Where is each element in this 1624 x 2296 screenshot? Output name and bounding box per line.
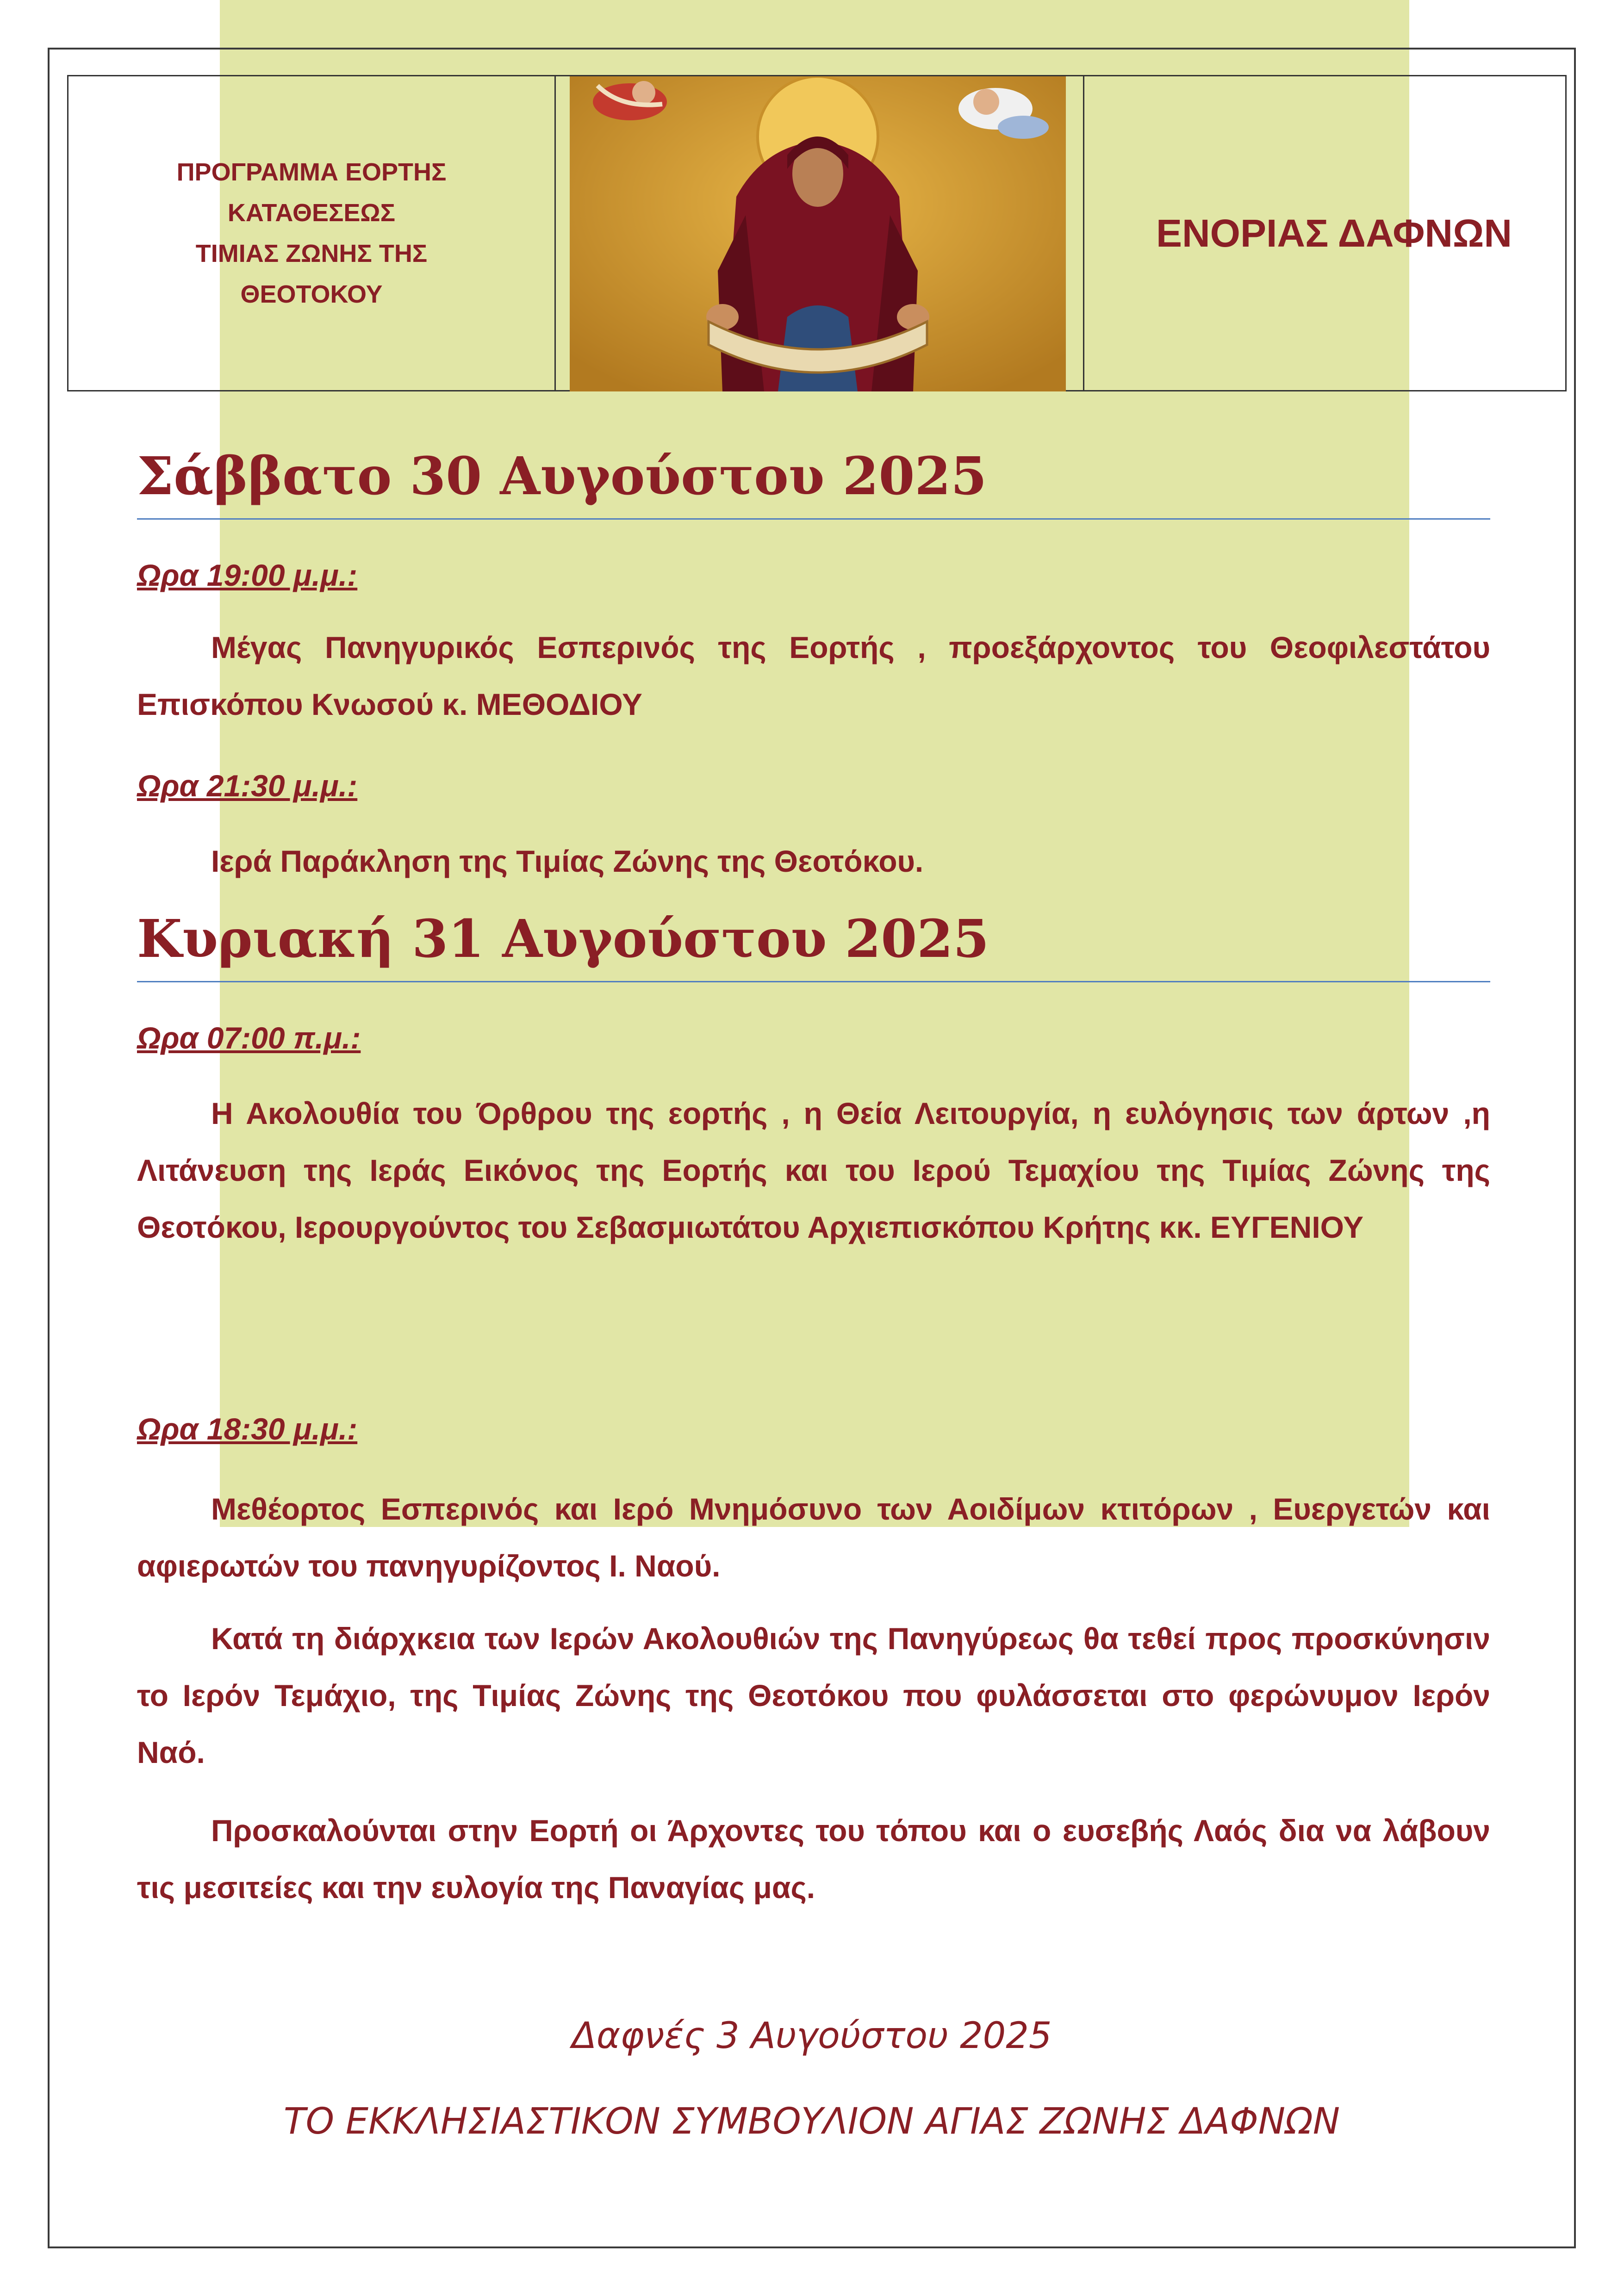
day-heading-sunday: Κυριακή 31 Αυγούστου 2025	[137, 907, 1490, 982]
header-right-cell	[1084, 76, 1565, 390]
theotokos-icon	[570, 76, 1066, 391]
event-description: Μεθέορτος Εσπερινός και Ιερό Μνημόσυνο των Αοιδίμων κτιτόρων , Ευεργετών και αφιερωτών του πανηγυρίζοντος Ι. Ναού.	[137, 1492, 1490, 1583]
header-icon-cell	[556, 76, 1084, 390]
event-description: Μέγας Πανηγυρικός Εσπερινός της Εορτής , προεξάρχοντος του Θεοφιλεστάτου Επισκόπου Κνωσού κ. ΜΕΘΟΔΙΟΥ	[137, 630, 1490, 721]
event-time-label: Ωρα 21:30 μ.μ.:	[137, 769, 358, 803]
event-time-label: Ωρα 07:00 π.μ.:	[137, 1021, 361, 1055]
program-title: ΠΡΟΓΡΑΜΜΑ ΕΟΡΤΗΣ ΚΑΤΑΘΕΣΕΩΣ ΤΙΜΙΑΣ ΖΩΝΗΣ ΤΗΣ ΘΕΟΤΟΚΟΥ	[176, 158, 447, 308]
event-time-label: Ωρα 19:00 μ.μ.:	[137, 558, 358, 592]
note-paragraph: Κατά τη διάρχκεια των Ιερών Ακολουθιών της Πανηγύρεως θα τεθεί προς προσκύνησιν το Ιερόν Τεμάχιο, της Τιμίας Ζώνης της Θεοτόκου που φυλάσσεται στο φερώνυμον Ιερόν Ναό.	[137, 1621, 1490, 1769]
footer-date-line: Δαφνές 3 Αυγούστου 2025	[572, 2015, 1052, 2057]
parish-name: ΕΝΟΡΙΑΣ ΔΑΦΝΩΝ	[1156, 211, 1512, 255]
event-description: Ιερά Παράκληση της Τιμίας Ζώνης της Θεοτόκου.	[211, 844, 924, 878]
header-left-cell	[68, 76, 556, 390]
event-time-label: Ωρα 18:30 μ.μ.:	[137, 1412, 358, 1446]
day-heading-sunday-section	[137, 907, 1490, 982]
day-heading-saturday: Σάββατο 30 Αυγούστου 2025	[137, 444, 1490, 520]
footer-signature: ΤΟ ΕΚΚΛΗΣΙΑΣΤΙΚΟΝ ΣΥΜΒΟΥΛΙΟΝ ΑΓΙΑΣ ΖΩΝΗΣ ΔΑΦΝΩΝ	[283, 2101, 1340, 2142]
note-paragraph: Προσκαλούνται στην Εορτή οι Άρχοντες του τόπου και ο ευσεβής Λαός δια να λάβουν τις μεσιτείες και την ευλογία της Παναγίας μας.	[137, 1813, 1490, 1905]
header-table	[67, 75, 1567, 391]
event-description: Η Ακολουθία του Όρθρου της εορτής , η Θεία Λειτουργία, η ευλόγησις των άρτων ,η Λιτάνευση της Ιεράς Εικόνος της Εορτής και του Ιερού Τεμαχίου της Τιμίας Ζώνης της Θεοτόκου, Ιερουργούντος του Σεβασμιωτάτου Αρχιεπισκόπου Κρήτης κκ. ΕΥΓΕΝΙΟΥ	[137, 1096, 1490, 1244]
day-heading-saturday-section	[137, 444, 1490, 520]
